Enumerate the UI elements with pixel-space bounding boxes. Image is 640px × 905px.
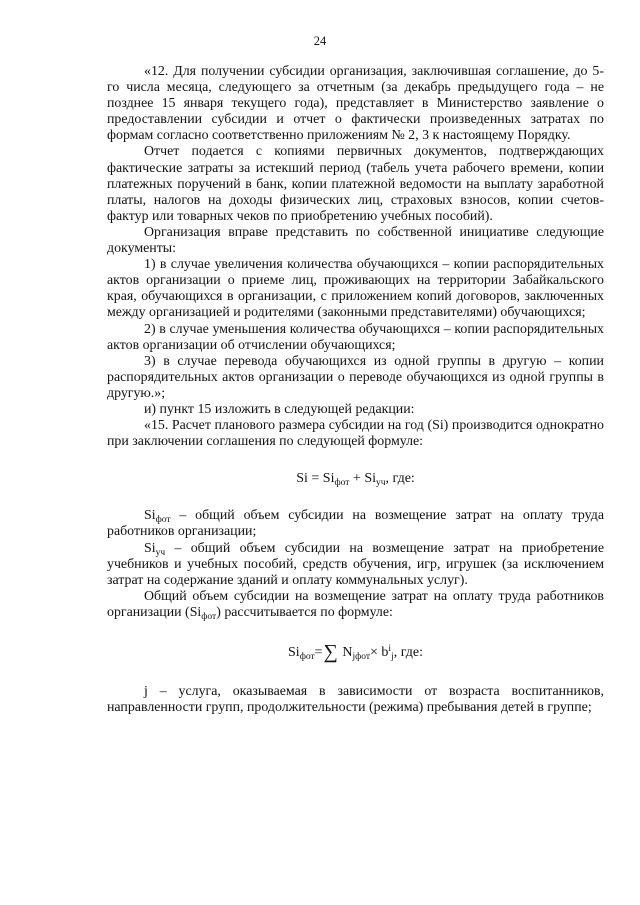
list-item-transfer: 3) в случае перевода обучающихся из одной группы в другую – копии распорядительных актов организации о переводе обучающихся из одной группы в другую.»; — [107, 353, 604, 401]
definition-j: j – услуга, оказываемая в зависимости от возраста воспитанников, направленности групп, продолжительности (режима) пребывания детей в группе; — [107, 684, 604, 716]
formula-si-fot-times: × — [370, 645, 382, 660]
paragraph-optional-documents: Организация вправе представить по собственной инициативе следующие документы: — [107, 224, 604, 257]
formula-si-fot — [107, 641, 604, 663]
paragraph-si-fot-calc — [107, 589, 604, 621]
definition-si-uch-symbol: Si — [144, 540, 156, 556]
formula-si — [107, 471, 604, 487]
formula-si-fot-lhs: Si — [288, 645, 300, 660]
definition-si-fot-symbol: Si — [144, 508, 156, 524]
paragraph-point-15-intro: и) пункт 15 изложить в следующей редакции: — [144, 401, 415, 417]
list-item-increase: 1) в случае увеличения количества обучающихся – копии распорядительных актов организации о приеме лиц, проживающих на территории Забайкальского края, обучающихся в организации, с приложением копий договоров, заключенных между организацией и родителями (законными представителями) обучающихся; — [107, 257, 604, 321]
formula-si-tail: , где: — [385, 471, 415, 487]
definition-si-uch-text: – общий объем субсидии на возмещение затрат на приобретение учебников и учебных пособий, средств обучения, игр, игрушек (за исключением затрат на содержание зданий и оплату коммунальных услуг). — [107, 540, 604, 588]
paragraph-si-fot-calc-sub: фот — [201, 611, 217, 622]
paragraph-item-15: «15. Расчет планового размера субсидии на год (Si) производится однократно при заключении соглашения по следующей формуле: — [107, 418, 604, 450]
page-number: 24 — [313, 34, 327, 48]
formula-si-fot-b: b — [381, 645, 389, 660]
paragraph-item-12: «12. Для получении субсидии организация, заключившая соглашение, до 5-го числа месяца, следующего за отчетным (за декабрь предыдущего года – не позднее 15 января текущего года), представляет в Министерство заявление о предоставлении субсидии и отчет о фактически произведенных затратах по формам согласно соответственно приложениям № 2, 3 к настоящему Порядку. — [107, 64, 604, 144]
formula-si-term2: Si — [364, 471, 376, 487]
formula-si-eq: = — [307, 471, 323, 487]
formula-si-fot-n-sub: jфот — [352, 652, 371, 662]
formula-si-fot-n: N — [338, 645, 353, 660]
formula-si-term1-sub: фот — [334, 478, 350, 489]
formula-si-fot-tail: , где: — [393, 645, 423, 660]
formula-si-term1: Si — [322, 471, 335, 487]
formula-si-lhs: Si — [296, 471, 308, 487]
definition-si-uch — [107, 541, 604, 589]
paragraph-si-fot-calc-pre: Общий объем субсидии на возмещение затрат на оплату труда работников организации ( — [107, 588, 604, 620]
sum-icon: ∑ — [323, 641, 338, 663]
definition-si-fot-sub: фот — [155, 515, 171, 526]
paragraph-report-copies: Отчет подается с копиями первичных документов, подтверждающих фактические затраты за истекший период (табель учета рабочего времени, копии платежных поручений в банк, копии платежной ведомости на выплату заработной платы, налогов на доходы физических лиц, страховых взносов, копии счетов-фактур или товарных чеков по приобретению учебных пособий). — [107, 144, 604, 224]
list-item-decrease: 2) в случае уменьшения количества обучающихся – копии распорядительных актов организации об отчислении обучающихся; — [107, 321, 604, 353]
formula-si-fot-b-sup: i — [388, 644, 392, 654]
document-body — [107, 64, 604, 716]
definition-si-fot-text: – общий объем субсидии на возмещение затрат на оплату труда работников организации; — [107, 508, 604, 540]
paragraph-si-fot-calc-symbol: Si — [189, 604, 202, 620]
definition-si-uch-sub: уч — [155, 547, 166, 558]
formula-si-plus: + — [349, 471, 365, 487]
formula-si-fot-eq: = — [314, 645, 323, 660]
definition-si-fot — [107, 508, 604, 540]
paragraph-si-fot-calc-post: ) рассчитывается по формуле: — [216, 604, 393, 620]
formula-si-fot-b-sub: j — [391, 652, 394, 662]
formula-si-fot-lhs-sub: фот — [299, 652, 315, 662]
formula-si-term2-sub: уч — [376, 478, 386, 489]
